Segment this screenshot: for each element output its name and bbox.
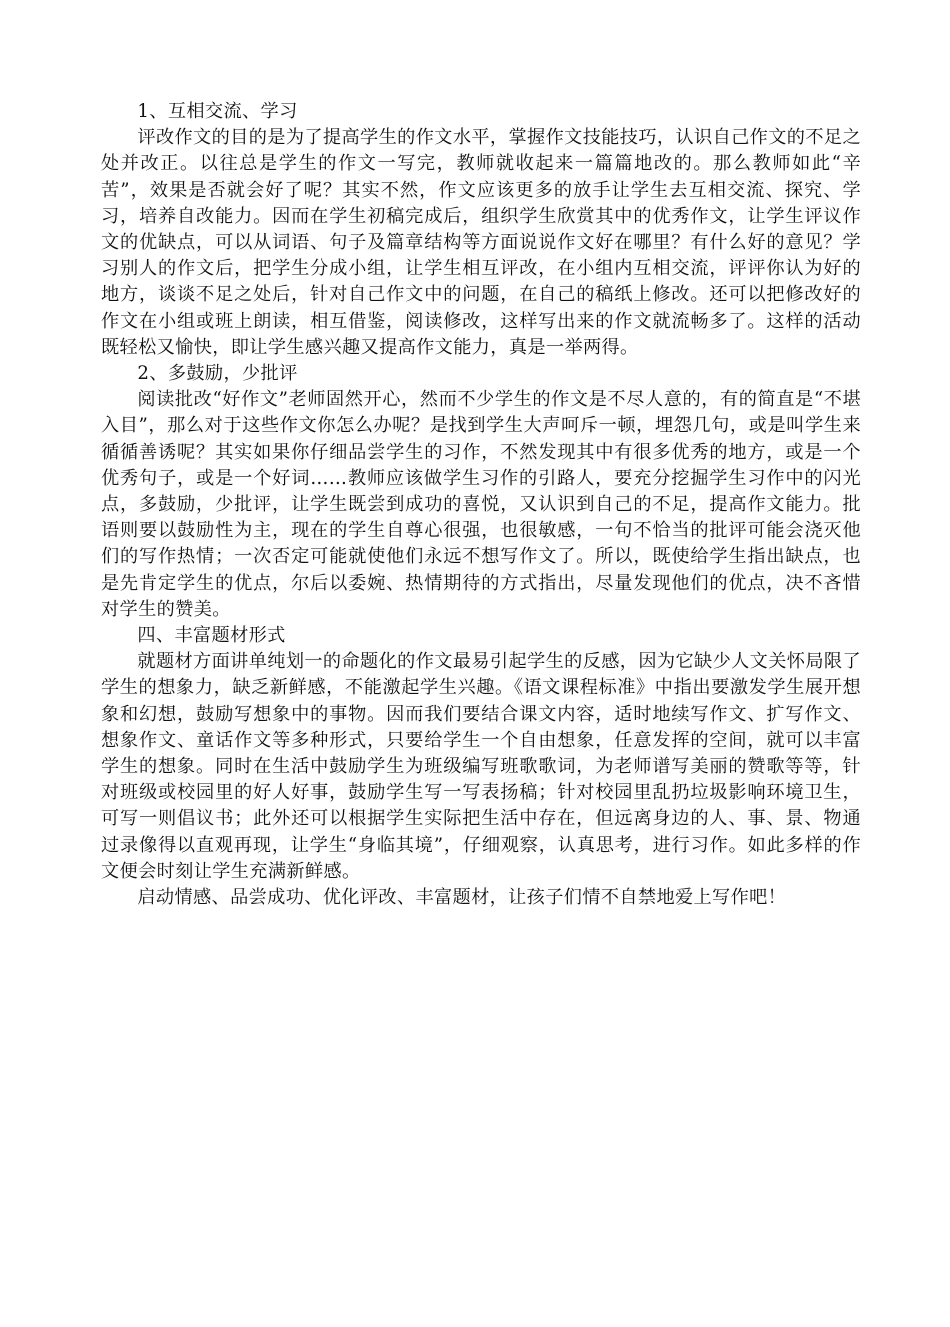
section-heading-encourage: 2、多鼓励，少批评: [137, 363, 298, 385]
document-body: [101, 99, 861, 911]
paragraph-rich-topics: 就题材方面讲单纯划一的命题化的作文最易引起学生的反感，因为它缺少人文关怀局限了学生的想象力，缺乏新鲜感，不能激起学生兴趣。《语文课程标准》中指出要激发学生展开想象和幻想，鼓励写想象中的事物。因而我们要结合课文内容，适时地续写作文、扩写作文、想象作文、童话作文等多种形式，只要给学生一个自由想象，任意发挥的空间，就可以丰富学生的想象。同时在生活中鼓励学生为班级编写班歌歌词，为老师谱写美丽的赞歌等等，针对班级或校园里的好人好事，鼓励学生写一写表扬稿；针对校园里乱扔垃圾影响环境卫生，可写一则倡议书；此外还可以根据学生实际把生活中存在，但远离身边的人、事、景、物通过录像得以直观再现，让学生“身临其境”，仔细观察，认真思考，进行习作。如此多样的作文便会时刻让学生充满新鲜感。: [101, 651, 861, 882]
paragraph-encourage: 阅读批改“好作文”老师固然开心，然而不少学生的作文是不尽人意的，有的简直是“不堪入目”，那么对于这些作文你怎么办呢？是找到学生大声呵斥一顿，埋怨几句，或是叫学生来循循善诱呢？其实如果你仔细品尝学生的习作，不然发现其中有很多优秀的地方，或是一个优秀句子，或是一个好词……教师应该做学生习作的引路人，要充分挖掘学生习作中的闪光点，多鼓励，少批评，让学生既尝到成功的喜悦，又认识到自己的不足，提高作文能力。批语则要以鼓励性为主，现在的学生自尊心很强，也很敏感，一句不恰当的批评可能会浇灭他们的写作热情；一次否定可能就使他们永远不想写作文了。所以，既使给学生指出缺点，也是先肯定学生的优点，尔后以委婉、热情期待的方式指出，尽量发现他们的优点，决不吝惜对学生的赞美。: [101, 389, 861, 620]
closing-paragraph: 启动情感、品尝成功、优化评改、丰富题材，让孩子们情不自禁地爱上写作吧！: [137, 887, 787, 909]
section-heading-mutual-exchange: 1、互相交流、学习: [137, 101, 298, 122]
paragraph-mutual-exchange: 评改作文的目的是为了提高学生的作文水平，掌握作文技能技巧，认识自己作文的不足之处并改正。以往总是学生的作文一写完，教师就收起来一篇篇地改的。那么教师如此“辛苦”，效果是否就会好了呢？其实不然，作文应该更多的放手让学生去互相交流、探究、学习，培养自改能力。因而在学生初稿完成后，组织学生欣赏其中的优秀作文，让学生评议作文的优缺点，可以从词语、句子及篇章结构等方面说说作文好在哪里？有什么好的意见？学习别人的作文后，把学生分成小组，让学生相互评改，在小组内互相交流，评评你认为好的地方，谈谈不足之处后，针对自己作文中的问题，在自己的稿纸上修改。还可以把修改好的作文在小组或班上朗读，相互借鉴，阅读修改，这样写出来的作文就流畅多了。这样的活动既轻松又愉快，即让学生感兴趣又提高作文能力，真是一举两得。: [101, 127, 861, 358]
section-heading-rich-topics: 四、丰富题材形式: [137, 625, 286, 647]
